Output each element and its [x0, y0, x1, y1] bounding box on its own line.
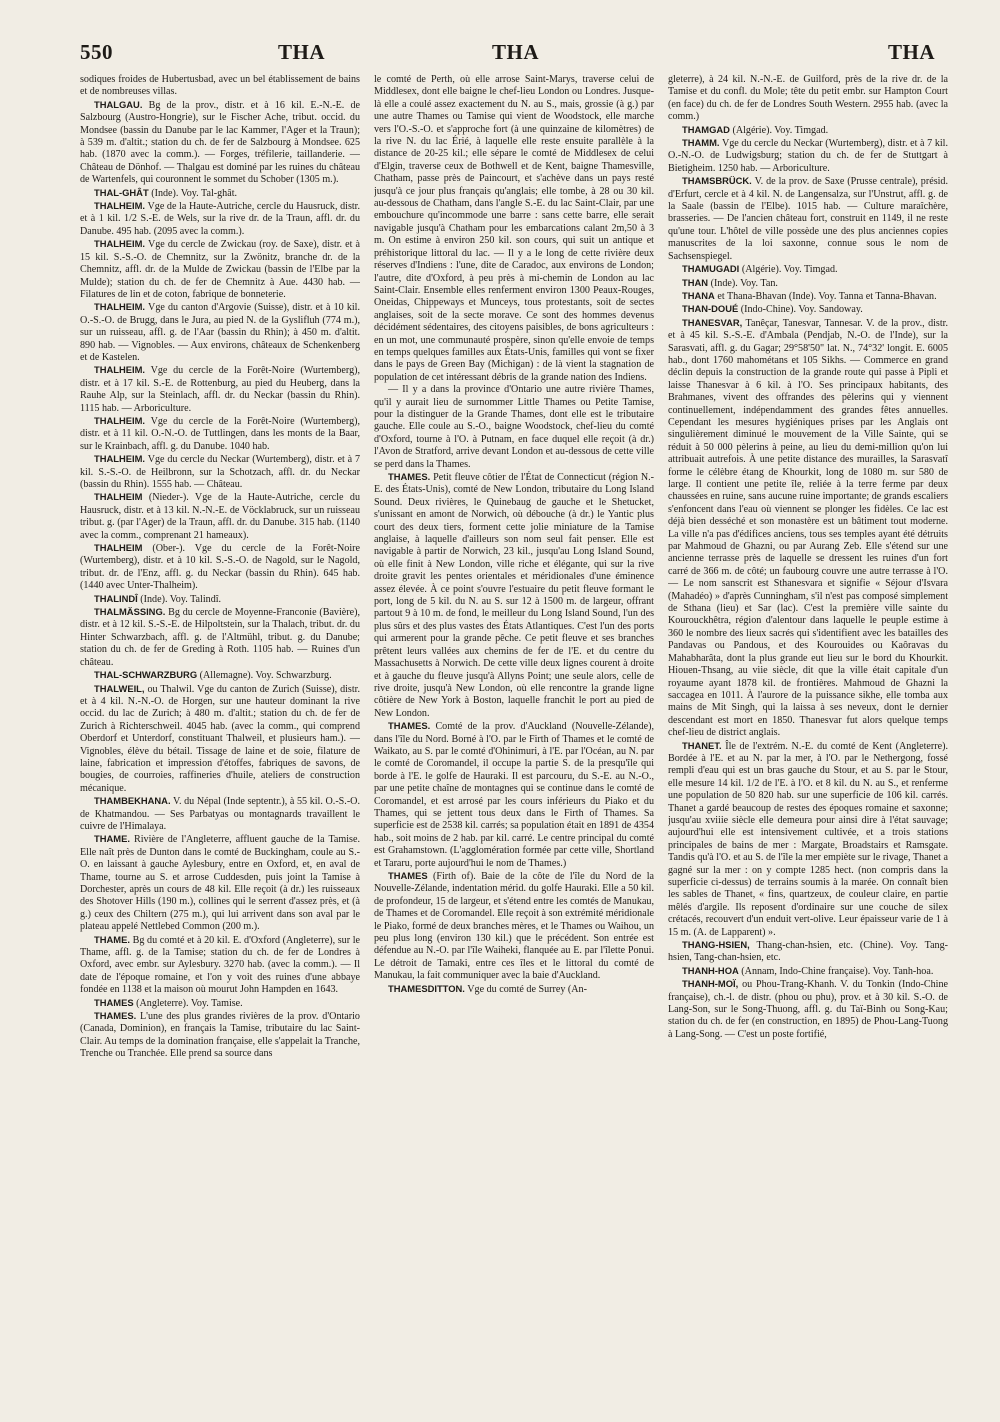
entry-headword: THANH-HOA [682, 964, 739, 976]
entry-text: Rivière de l'Angleterre, affluent gauche de la Tamise. Elle naît près de Dunton dans le comté de Buckingham, coule au S.-O. en laissant à gauche Aylesbury, entre en Oxford, et, en aval de Thame, tourne au S. et arrose Cuddesden, puis joint la Tamise à Dorchester, après un cours de 48 kil. Elle reçoit (à dr.) les ruisseaux des Shotover Hills (190 m.), collines qui le serrent d'assez près, et (à g.) ceux des Chiltern (275 m.), qui lui arrivent dans son aval par le plateau appelé Nettlebed Common (200 m.). [80, 834, 360, 933]
dictionary-entry [80, 1010, 360, 1061]
entry-headword: THALHEIM. [94, 453, 146, 465]
entry-text: Bg du cercle de Moyenne-Franconie (Bavière), distr. et à 12 kil. S.-S.-E. de Hilpoltstein, sur la Thalach, tribut. dr. du Hinter Schwarzbach, affl. g. de l'Altmühl, tribut. g. du Danube; station du ch. de fer de Greding à Roth. 1105 hab. — Ruines d'un château. [80, 607, 360, 668]
dictionary-entry [80, 934, 360, 997]
entry-text: — Il y a dans la province d'Ontario une autre rivière Thames, qu'il y aurait lieu de surnommer Little Thames ou Petite Tamise, pour la distinguer de la Grande Thames, dont elle est le tributaire gauche. Elle coule au S.-O., baigne Woodstock, chef-lieu du comté d'Oxford, tourne à l'O. à Putnam, en face duquel elle reçoit (à dr.) l'Avon de Stratford, arrive devant London et au-dessous de cette ville se perd dans la Thames. [374, 384, 654, 470]
entry-headword: THAMES [388, 870, 428, 881]
entry-text: (Inde). Voy. Tan. [710, 277, 778, 289]
entry-headword: THAMES. [94, 1010, 137, 1022]
entry-headword: THALHEIM. [94, 200, 146, 212]
entry-headword: THALHEIM [94, 491, 143, 503]
entry-headword: THAMUGADI [682, 263, 740, 275]
column-left [80, 74, 360, 1409]
dictionary-entry [80, 74, 360, 99]
dictionary-entry [80, 238, 360, 301]
dictionary-entry [668, 277, 948, 290]
dictionary-entry [668, 124, 948, 137]
page-header [80, 40, 935, 74]
entry-headword: THAL-GHÂT [94, 186, 149, 198]
entry-text: Bg du comté et à 20 kil. E. d'Oxford (Angleterre), sur le Thame, affl. g. de la Tamise; station du ch. de fer de Londres à Oxford, avec embr. sur Aylesbury. 3270 hab. (avec la comm.). — Il date de l'époque romaine, et l'on y voit des ruines d'une abbaye fondée en 1138 et la maison où mourut John Hampden en 1643. [80, 934, 360, 996]
dictionary-entry [80, 683, 360, 796]
entry-text: et Thana-Bhavan (Inde). Voy. Tanna et Tanna-Bhavan. [717, 290, 937, 302]
entry-headword: THALWEIL, [94, 682, 145, 694]
entry-text: L'une des plus grandes rivières de la prov. d'Ontario (Canada, Dominion), en français la Tamise, tributaire du lac Saint-Clair. Au temps de la domination française, elle s'appelait la Tranche, Trenche ou Tranchée. Elle prend sa source dans [80, 1011, 360, 1060]
dictionary-entry [80, 795, 360, 833]
entry-text: Vge du cercle de la Forêt-Noire (Wurtemberg), distr. et à 11 kil. O.-N.-O. de Tuttlingen, dans les monts de la Baar, sur le Krainbach, affl. g. du Danube. 1040 hab. [80, 415, 360, 452]
dictionary-entry [374, 720, 654, 870]
dictionary-entry [80, 301, 360, 364]
entry-text: Comté de la prov. d'Auckland (Nouvelle-Zélande), dans l'île du Nord. Borné à l'O. par le Firth of Thames et le comté de Waikato, au S. par le comté d'Ohinimuri, à l'E. par l'Océan, au N. par le comté de Coromandel, il occupe la partie S. de la presqu'île qui borde à l'E. le golfe de Hauraki. Il est parcouru, du S.-E. au N.-O., par une petite chaîne de montagnes qui se continue dans le comté de Coromandel, et est arrosé par les cours inférieurs du Piako et du Thames, qui se jettent tous deux dans le Firth of Thames. Sa superficie est de 2538 kil. carrés; sa population était en 1891 de 4354 hab., soit moins de 2 hab. par kil. carré. Le centre principal du comté est Grahamstown. (L'agglomération formée par cette ville, Shortland et Tararu, porte aujourd'hui le nom de Thames.) [374, 721, 654, 869]
entry-headword: THAME. [94, 933, 130, 945]
entry-text: gleterre), à 24 kil. N.-N.-E. de Guilford, près de la rive dr. de la Tamise et du confl. du Mole; tête du petit embr. sur Hampton Court (en face) du ch. de fer de Londres South Western. 2955 hab. (avec la comm.) [668, 74, 948, 123]
entry-headword: THAMES. [388, 471, 431, 482]
entry-text: (Algérie). Voy. Timgad. [741, 264, 838, 276]
entry-headword: THAMM. [682, 137, 720, 149]
entry-headword: THALGAU. [94, 98, 143, 110]
dictionary-entry [668, 965, 948, 978]
entry-text: Petit fleuve côtier de l'État de Connecticut (région N.-E. des États-Unis), comté de New London, tributaire du Long Island Sound. Deux rivières, le Quinebaug de gauche et le Shetucket, s'unissant en amont de Norwich, où débouche (à dr.) le Yantic plus court des deux tiers, forment cette jolie miniature de la Tamise anglaise, à laquelle d'ailleurs son nom seul fait penser. Elle est navigable à partir de Norwich, 23 kil., jusqu'au Long Island Sound, où elle finit à New London, ville riche et élégante, qui sur la rive droite gravit les pentes orientales et méridionales d'une éminence assez élevée. À ce point s'ouvre l'estuaire du petit fleuve formant le port, long de 5 kil. du N. au S. sur 12 à 1500 m. de largeur, offrant partout 9 à 10 m. de fond, le meilleur du Long Island Sound, l'un des plus sûrs et des plus vastes des États Atlantiques. C'est l'un des ports qui armerent pour la grande pêche. Ce petit fleuve et ses branches prêtent leurs vallées aux chemins de fer de l'E. et du centre du Massachusetts à Norwich. De cette ville deux lignes courent à droite et à gauche du fleuve jusqu'à Allyns Point; une seule alors, celle de rive droite, jusqu'à New London, où elle rencontre la grande ligne côtière de New York à Boston, laquelle franchit le port au pied de New London. [374, 472, 654, 719]
dictionary-columns [80, 74, 948, 1409]
entry-text: le comté de Perth, où elle arrose Saint-Marys, traverse celui de Middlesex, dont elle baigne le chef-lieu London ou Londres. Jusque-là elle a coulé assez exactement du N. au S., mais, grossie (à g.) par une autre Thames ou Tamise qui vient de Woodstock, elle marche vers l'O.-S.-O. et s'approche fort (à une quinzaine de kilomètres) de la rive N. du lac Érié, à laquelle elle reste ensuite parallèle à la distance de 20-25 kil.; elle sépare le comté de Middlesex de celui d'Elgin, traverse ceux de Bothwell et de Kent, baigne Thamesville, Chatham, passe près de Paincourt, et s'achève dans un pays resté jusqu'à ce jour plus français qu'anglais; elle tombe, à 28 ou 30 kil. au-dessous de Chatham, dans l'angle S.-E. du lac Saint-Clair, par une embouchure qu'incommode une barre : sans cette barre, elle serait navigable jusqu'à Chatham pour les embarcations calant 2m,50 à 3 m. On estime à environ 250 kil. son cours, qui suit un antique et préhistorique littoral du lac. — Il y a le long de cette rivière deux réserves d'Indiens : l'une, dite de Caradoc, aux environs de London; l'autre, dite d'Oxford, à peu près à mi-chemin de London au lac Saint-Clair. Ensemble elles renferment environ 1300 Peaux-Rouges, Oneidas, Chippeways et Munceys, tous protestants, soit de sectes anglaises, soit de la secte morave. Ce sont des hommes devenus décidément sédentaires, des citoyens paisibles, de bons agriculteurs : en un mot, une communauté prospère, sinon qu'elle envoie de temps en temps quelques familles aux États-Unis, familles qui vont se fixer dans le pays de Green Bay (Michigan) : de là vient la stagnation de population de cet intéressant débris de la grande nation des Indiens. [374, 74, 654, 383]
dictionary-entry [668, 175, 948, 263]
entry-headword: THALHEIM. [94, 238, 146, 250]
entry-text: Vge du cercle de la Forêt-Noire (Wurtemberg), distr. et à 17 kil. S.-E. de Rottenburg, au pied du Heuberg, dans la Rauhe Alp, sur la Steinlach, affl. dr. du Neckar (bassin du Rhin). 1115 hab. — Arboriculture. [80, 365, 360, 414]
entry-headword: THAMGAD [682, 123, 730, 135]
dictionary-entry [374, 384, 654, 471]
entry-headword: THAME. [94, 833, 130, 845]
entry-headword: THAN [682, 276, 709, 288]
dictionary-entry [374, 471, 654, 720]
dictionary-entry [668, 137, 948, 175]
dictionary-entry [80, 453, 360, 491]
entry-text: V. du Népal (Inde septentr.), à 55 kil. O.-S.-O. de Khatmandou. — Ses Parbatyas ou montagnards travaillent le cuivre de l'Himalaya. [80, 796, 360, 832]
entry-headword: THANH-MOÏ, [682, 978, 739, 990]
dictionary-entry [80, 415, 360, 453]
entry-headword: THAL-SCHWARZBURG [94, 669, 198, 681]
entry-headword: THANESVAR, [682, 316, 743, 328]
entry-text: (Ober-). Vge du cercle de la Forêt-Noire (Wurtemberg), distr. et à 10 kil. S.-S.-O. de Nagold, sur le Nagold, tribut. dr. de l'Enz, affl. g. du Neckar (bassin du Rhin). 645 hab. (1440 avec Unter-Thalheim). [80, 543, 360, 592]
dictionary-entry [374, 870, 654, 983]
entry-text: Vge du cercle de Zwickau (roy. de Saxe), distr. et à 15 kil. S.-S.-O. de Chemnitz, sur la Zwönitz, branche dr. de la Chemnitz, affl. dr. de la Mulde de Zwickau (bassin de l'Elbe par la Mulde); station du ch. de fer de Chemnitz à Aue. 4430 hab. — Filatures de lin et de coton, fabrique de bonneterie. [80, 239, 360, 300]
entry-text: Vge du cercle du Neckar (Wurtemberg), distr. et à 7 kil. S.-S.-O. de Heilbronn, sur la Schotzach, affl. dr. du Neckar (bassin du Rhin). 1555 hab. — Château. [80, 454, 360, 490]
entry-text: ou Phou-Trang-Khanh. V. du Tonkin (Indo-Chine française), ch.-l. de distr. (phou ou phu), prov. et à 30 kil. S.-O. de Lang-Son, sur le Song-Thuong, affl. g. du Taï-Binh ou Song-Kau; station du ch. de fer (en construction, en 1895) de Phou-Lang-Tuong à Lang-Song. — C'est un poste fortifié, [668, 979, 948, 1040]
entry-headword: THALINDÎ [94, 592, 138, 604]
entry-headword: THANA [682, 289, 715, 301]
entry-text: (Nieder-). Vge de la Haute-Autriche, cercle du Hausruck, distr. et à 13 kil. N.-N.-E. de Vöcklabruck, sur un ruisseau tribut. g. (par l'Ager) de la Traun, affl. dr. du Danube. 315 hab. (1140 avec la comm., comprenant 21 hameaux). [80, 492, 360, 541]
entry-text: (Firth of). Baie de la côte de l'île du Nord de la Nouvelle-Zélande, indentation mérid. du golfe Hauraki. Elle a 50 kil. de profondeur, 15 de largeur, et s'étend entre les comtés de Manukau, de Thames et de Coromandel. Elle reçoit à son extrémité méridionale le Piako, formé de deux branches mères, et le Thames ou Waihou, un peu plus long (environ 130 kil.) que le précédent. Son entrée est défendue au N.-O. par l'île Waiheki, flanquée au E. par l'îlette Ponui. Le détroit de Tamaki, entre ces îles et le littoral du comté de Manukau, la fait communiquer avec la baie d'Auckland. [374, 871, 654, 982]
column-right [668, 74, 948, 1409]
dictionary-entry [668, 290, 948, 303]
entry-text: sodiques froides de Hubertusbad, avec un bel établissement de bains et de nombreuses villas. [80, 74, 360, 98]
dictionary-entry [80, 542, 360, 593]
entry-headword: THAMES [94, 996, 134, 1008]
dictionary-entry [668, 939, 948, 965]
dictionary-entry [374, 74, 654, 384]
entry-text: (Indo-Chine). Voy. Sandoway. [740, 304, 863, 316]
entry-headword: THALHEIM. [94, 364, 146, 376]
entry-headword: THANG-HSIEN, [682, 939, 750, 951]
entry-text: (Inde). Voy. Tal-ghât. [151, 187, 238, 199]
column-middle [374, 74, 654, 1409]
entry-text: Vge de la Haute-Autriche, cercle du Hausruck, distr. et à 1 kil. 1/2 S.-E. de Wels, sur la rive dr. de la Traun, affl. dr. du Danube. 495 hab. (2095 avec la comm.). [80, 201, 360, 237]
dictionary-entry [80, 593, 360, 606]
entry-text: (Annam, Indo-Chine française). Voy. Tanh-hoa. [741, 965, 934, 977]
entry-text: Bg de la prov., distr. et à 16 kil. E.-N.-E. de Salzbourg (Austro-Hongrie), sur le Fischer Ache, tribut. occid. du Mondsee (bassin du Danube par le lac Kammer, l'Ager et la Traun); à 539 m. d'altit.; station du ch. de fer de Salzbourg à Mondsee. 625 hab. (1870 avec la comm.). — Forges, tréfilerie, taillanderie. — Château de Dönhof. — Thalgau est dominé par les ruines du château de Wartenfels, qui couronnent le sommet du Schober (1305 m.). [80, 99, 360, 186]
dictionary-entry [80, 833, 360, 933]
dictionary-entry [80, 364, 360, 415]
entry-headword: THAMBEKHANA. [94, 795, 171, 807]
dictionary-entry [668, 303, 948, 316]
dictionary-entry [668, 74, 948, 124]
entry-text: Vge du comté de Surrey (An- [467, 983, 587, 995]
running-headword-right: THA [887, 40, 935, 64]
page-number: 550 [80, 40, 113, 64]
dictionary-entry [80, 491, 360, 542]
dictionary-entry [668, 317, 948, 740]
entry-text: (Algérie). Voy. Timgad. [732, 124, 829, 136]
entry-headword: THANET. [682, 739, 722, 751]
entry-text: V. de la prov. de Saxe (Prusse centrale), présid. d'Erfurt, cercle et à 4 kil. N. de Langensalza, sur l'Unstrut, affl. g. de la Saale (bassin de l'Elbe). 1015 hab. — Culture maraîchère, brasseries. — De l'ancien château fort, construit en 1149, il ne reste qu'une tour. L'hôtel de ville possède une des plus anciennes copies manuscrites de la loi saxonne, connue sous le nom de Sachsenspiegel. [668, 176, 948, 262]
dictionary-entry [80, 187, 360, 200]
entry-headword: THALHEIM [94, 542, 143, 554]
entry-headword: THALHEIM. [94, 414, 146, 426]
entry-text: (Inde). Voy. Talindî. [140, 593, 222, 605]
entry-headword: THALHEIM. [94, 301, 146, 313]
running-headword-center: THA [492, 40, 540, 64]
dictionary-entry [80, 997, 360, 1010]
dictionary-entry [668, 740, 948, 940]
entry-headword: THALMÄSSING. [94, 606, 166, 618]
dictionary-entry [668, 263, 948, 276]
dictionary-entry [80, 606, 360, 669]
entry-headword: THAN-DOUÉ [682, 303, 739, 315]
dictionary-entry [374, 983, 654, 996]
entry-headword: THAMESDITTON. [388, 982, 465, 994]
entry-text: Thang-chan-hsien, etc. (Chine). Voy. Tang-hsien, Tang-chan-hsien, etc. [668, 940, 948, 964]
entry-text: (Allemagne). Voy. Schwarzburg. [199, 670, 332, 682]
entry-text: (Angleterre). Voy. Tamise. [136, 997, 243, 1009]
entry-text: ou Thalwil. Vge du canton de Zurich (Suisse), distr. et à 4 kil. N.-N.-O. de Horgen, sur une hauteur dominant la rive occid. du lac de Zurich; à 480 m. d'altit.; station du ch. de fer de Zurich à Richterschweil. 4045 hab. (avec la comm., qui comprend Oberdorf et Unterdorf, constituant Thalweil, et plusieurs ham.). — Vignobles, élève du bétail. Tissage de laine et de soie, filature de laine, fabrication et impression d'étoffes, fabriques de savons, de bougies, de courroies, raffineries d'huile, ateliers de construction mécanique. [80, 683, 360, 794]
entry-text: Vge du cercle du Neckar (Wurtemberg), distr. et à 7 kil. O.-N.-O. de Ludwigsburg; station du ch. de fer de Stuttgart à Bietigheim. 1250 hab. — Arboriculture. [668, 138, 948, 174]
entry-headword: THAMES. [388, 720, 431, 732]
entry-headword: THAMSBRÜCK. [682, 175, 752, 187]
dictionary-entry [80, 200, 360, 238]
running-headword-left: THA [278, 40, 326, 64]
dictionary-entry [80, 99, 360, 187]
entry-text: Tanêçar, Tanesvar, Tannesar. V. de la prov., distr. et à 45 kil. S.-S.-E. d'Ambala (Pendjab, N.-O. de l'Inde), sur la Sarasvati, affl. g. du Gagar; 29°58'50" lat. N., 74°32' longit. E. 6005 hab., dont 1760 mahométans et 105 Sikhs. — Commerce en grand déclin depuis la construction de la grande route qui passe à Pipli et laisse Thanesvar à 6 kil. à l'O. Ses principaux habitants, des Brahmanes, vivent des offrandes des pèlerins qui y viennent continuellement, indépendamment des grandes fêtes annuelles. Cependant les mesures hygiéniques prises par les Anglais ont singulièrement diminué le mouvement de la Ville Sainte, qui se réduit à 50 000 pèlerins à peine, au lieu du demi-million qu'on lui attribuait autrefois. À une petite distance des murailles, la Sarasvatî forme le célèbre étang de Khourkit, long de 1080 m. sur 580 de large. Il contient une petite île, reliée à la terre ferme par deux chaussées en ruine, sans aucune ruine importante; de grands escaliers s'enfoncent dans l'eau où viennent se plonger les fidèles. Ce lac est déjà bien desséché et son monastère est un bâtiment tout moderne. La ville n'a pas d'édifices anciens, tous ses temples ayant été détruits par Mahmoud de Ghazni, ou par Aurang Zeb. Elle s'étend sur une ancienne terrasse près de laquelle se dressent les ruines d'un fort carré de 366 m. de côté; un faubourg couvre une autre terrasse à l'O. — Le nom sanscrit est Sthanesvara et signifie « Séjour d'Isvara (Mahadéo) » d'après Cunningham, s'il n'est pas composé simplement de Sthana (lieu) et Sar (lac). C'est la première ville sainte du Kourouckhêtra, région d'alentour dans laquelle le peuple estime à 360 le nombre des lieux sacrés qui s'identifient avec les batailles des Pandavas ou Pandous, et des Kourouides ou Kaôravas du Mahabharâta, dont la plus grande eut lieu sur le bord du Khourkit. Hiouen-Thsang, au viie siècle, dit que la ville était capitale d'un royaume ayant 1878 kil. de frontières. Mahmoud de Ghazni la saccagea en 1011. À l'aurore de la puissance sikhe, elle tomba aux mains de Mit Singh, qui la laissa à ses neveux, dont le dernier descendant est mort en 1850. Thanesvar fut alors quelque temps chef-lieu de district anglais. [668, 317, 948, 739]
entry-text: Vge du canton d'Argovie (Suisse), distr. et à 10 kil. O.-S.-O. de Brugg, dans le Jura, au pied N. de la Gyslifluh (774 m.), sur un ruisseau, affl. g. de l'Aar (bassin du Rhin); à 450 m. d'altit. 890 hab. — Vignobles. — Aux environs, châteaux de Schenkenberg et de Kastelen. [80, 302, 360, 363]
dictionary-entry [668, 978, 948, 1041]
entry-text: Île de l'extrém. N.-E. du comté de Kent (Angleterre). Bordée à l'E. et au N. par la mer, à l'O. par le Nethergong, fossé rempli d'eau qui est un bras gauche du Stour, et au S. par le Stour, elle mesure 14 kil. 1/2 de l'E. à l'O. et 8 kil. du N. au S., et renferme une population de 50 820 hab. sur une superficie de 106 kil. carrés. Thanet a gardé beaucoup de restes des époques romaine et saxonne; jusqu'au xviiie siècle elle demeura pour ainsi dire à l'état sauvage; aujourd'hui elle est intensivement cultivée, et a trois stations principales de bains de mer : Margate, Broadstairs et Ramsgate. Tandis qu'à l'O. et au S. de l'île la mer empiète sur le rivage, Thanet a gagné sur la mer : on y compte 1285 hect. (non compris dans la superficie ci-dessus) de terrains soumis à la marée. On connaît bien les sables de Thanet, « fins, quartzeux, de couleur claire, en partie mêlés d'argile. Ils reposent d'ordinaire sur une couche de silex crétacés, recouvert d'un enduit vert-olive. Leur épaisseur varie de 1 à 15 m. (A. de Lapparent) ». [668, 740, 948, 938]
dictionary-entry [80, 669, 360, 682]
